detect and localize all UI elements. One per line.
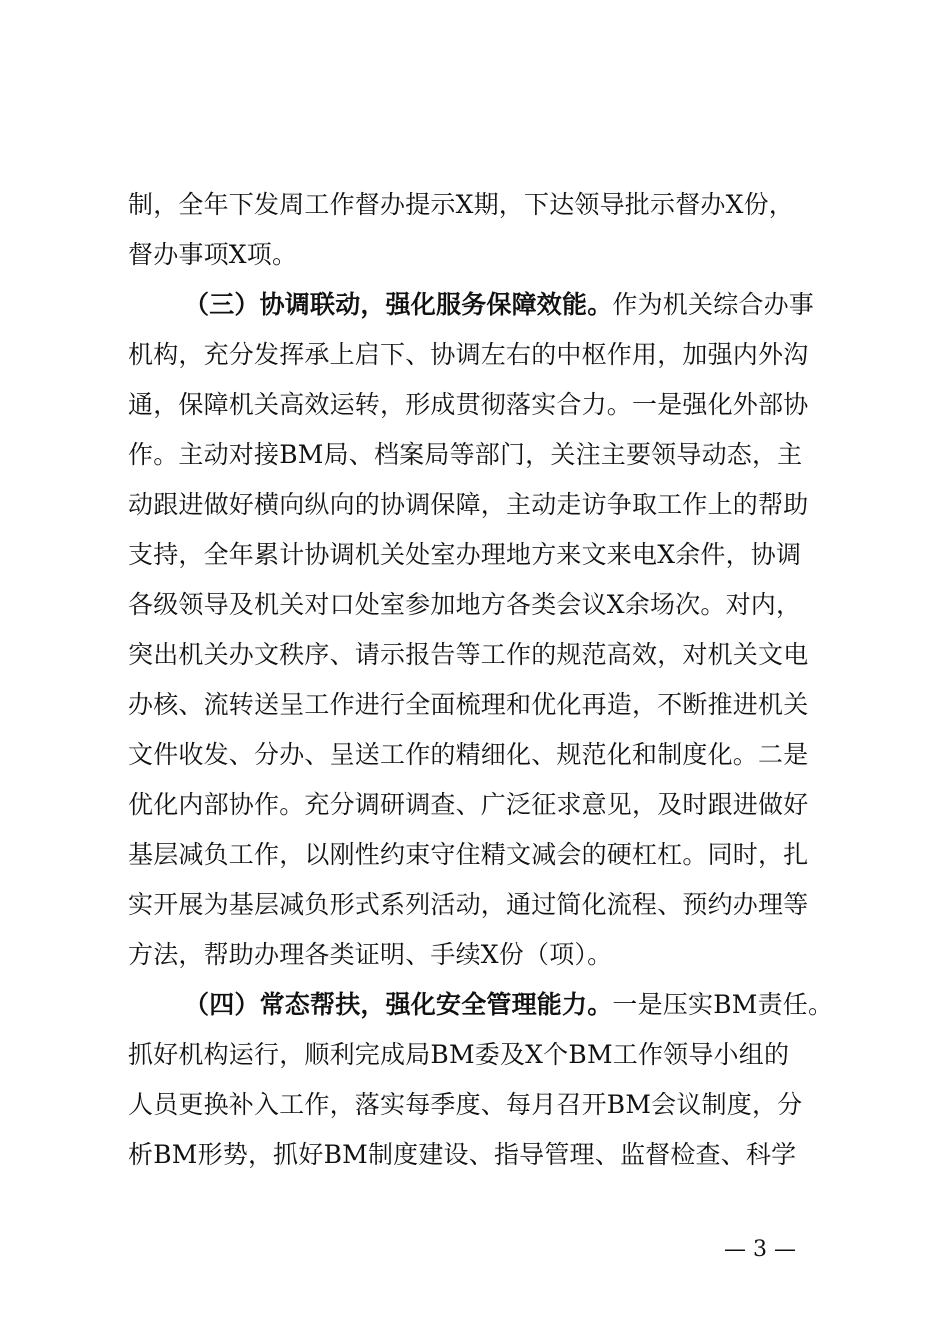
text-line [128, 330, 838, 380]
section-heading-4: （四）常态帮扶，强化安全管理能力。 [184, 990, 613, 1019]
line-text: 一是压实BM责任。 [612, 990, 834, 1019]
text-line [128, 280, 838, 330]
line-text: 作。主动对接BM局、档案局等部门，关注主要领导动态，主 [128, 440, 803, 469]
text-line [128, 580, 838, 630]
line-text: 作为机关综合办事 [612, 290, 815, 319]
line-text: 支持，全年累计协调机关处室办理地方来文来电X余件，协调 [128, 540, 802, 569]
line-text: 抓好机构运行，顺利完成局BM委及X个BM工作领导小组的 [128, 1040, 790, 1069]
text-line [128, 480, 838, 530]
line-text: 人员更换补入工作，落实每季度、每月召开BM会议制度，分 [128, 1090, 803, 1119]
text-line [128, 680, 838, 730]
page-number: — 3 — [724, 1237, 796, 1262]
text-line [128, 1130, 838, 1180]
text-line [128, 380, 838, 430]
text-line [128, 530, 838, 580]
text-line [128, 730, 838, 780]
text-line [128, 930, 838, 980]
text-line [128, 980, 838, 1030]
text-line [128, 430, 838, 480]
text-line [128, 1030, 838, 1080]
text-line [128, 230, 838, 280]
line-text: 方法，帮助办理各类证明、手续X份（项）。 [128, 940, 613, 969]
line-text: 突出机关办文秩序、请示报告等工作的规范高效，对机关文电 [128, 640, 809, 669]
text-line [128, 830, 838, 880]
line-text: 文件收发、分办、呈送工作的精细化、规范化和制度化。二是 [128, 740, 809, 769]
line-text: 督办事项X项。 [128, 240, 298, 269]
line-text: 通，保障机关高效运转，形成贯彻落实合力。一是强化外部协 [128, 390, 809, 419]
line-text: 实开展为基层减负形式系列活动，通过简化流程、预约办理等 [128, 890, 809, 919]
section-heading-3: （三）协调联动，强化服务保障效能。 [184, 290, 613, 319]
text-line [128, 1080, 838, 1130]
line-text: 各级领导及机关对口处室参加地方各类会议X余场次。对内， [128, 590, 802, 619]
text-line [128, 630, 838, 680]
line-text: 动跟进做好横向纵向的协调保障，主动走访争取工作上的帮助 [128, 490, 809, 519]
text-line [128, 880, 838, 930]
text-line [128, 780, 838, 830]
line-text: 析BM形势，抓好BM制度建设、指导管理、监督检查、科学 [128, 1140, 797, 1169]
line-text: 制，全年下发周工作督办提示X期，下达领导批示督办X份， [128, 190, 794, 219]
line-text: 基层减负工作，以刚性约束守住精文减会的硬杠杠。同时，扎 [128, 840, 809, 869]
text-line [128, 180, 838, 230]
line-text: 机构，充分发挥承上启下、协调左右的中枢作用，加强内外沟 [128, 340, 809, 369]
body-text [128, 180, 838, 1180]
line-text: 优化内部协作。充分调研调查、广泛征求意见，及时跟进做好 [128, 790, 809, 819]
line-text: 办核、流转送呈工作进行全面梳理和优化再造，不断推进机关 [128, 690, 809, 719]
